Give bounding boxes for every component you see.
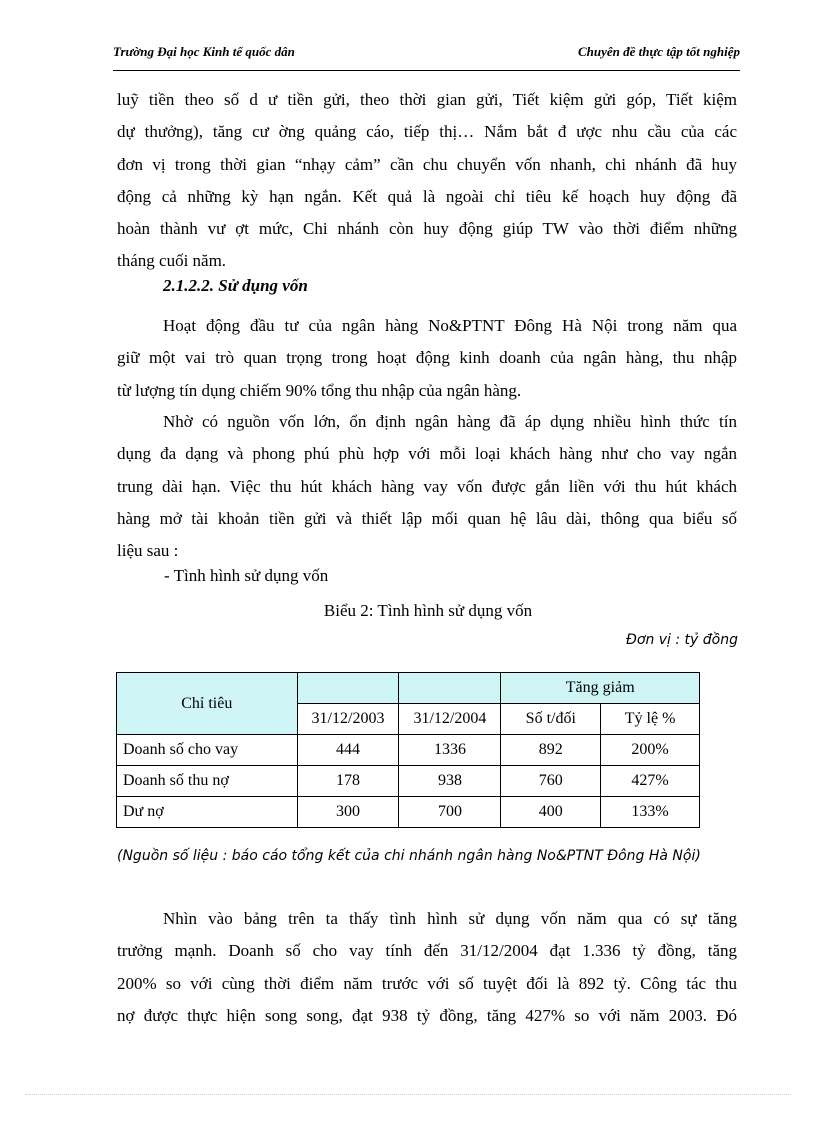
text-line: trung dài hạn. Việc thu hút khách hàng vay vốn được gắn liền với thu hút khách	[117, 476, 737, 496]
header-change: Tăng giảm	[501, 673, 700, 704]
header-document-type: Chuyên đề thực tập tốt nghiệp	[578, 44, 740, 59]
text-line: hoàn thành vư ợt mức, Chi nhánh còn huy động giúp TW vào thời điểm những	[117, 219, 737, 239]
text-line: luỹ tiền theo số d ư tiền gửi, theo thời gian gửi, Tiết kiệm gửi góp, Tiết kiệm	[117, 90, 737, 109]
text-line: động cả những kỳ hạn ngắn. Kết quả là ngoài chỉ tiêu kế hoạch huy động đã	[117, 186, 737, 206]
cell-2004: 700	[399, 797, 501, 828]
table-row	[117, 797, 700, 828]
header-empty	[297, 673, 399, 704]
text-line: hàng mở tài khoản tiền gửi và thiết lập mối quan hệ lâu dài, thông qua biểu số	[117, 508, 737, 528]
text-line: từ lượng tín dụng chiếm 90% tổng thu nhập của ngân hàng.	[117, 380, 522, 400]
paragraph-credit-forms	[117, 406, 737, 567]
footer-divider	[25, 1094, 791, 1095]
row-label: Doanh số thu nợ	[117, 766, 298, 797]
text-line: liệu sau :	[117, 541, 179, 561]
text-line: Hoạt động đầu tư của ngân hàng No&PTNT Đông Hà Nội trong năm qua	[163, 316, 737, 335]
table-row	[117, 766, 700, 797]
text-line: nợ được thực hiện song song, đạt 938 tỷ đồng, tăng 427% so với năm 2003. Đó	[117, 1005, 737, 1025]
header-absolute: Số t/đối	[501, 704, 601, 735]
cell-2004: 938	[399, 766, 501, 797]
capital-usage-table	[116, 672, 700, 828]
cell-absolute: 892	[501, 735, 601, 766]
text-line: dự thưởng), tăng cư ờng quảng cáo, tiếp thị… Nắm bắt đ ược nhu cầu của các	[117, 122, 737, 142]
cell-absolute: 400	[501, 797, 601, 828]
header-year-2003: 31/12/2003	[297, 704, 399, 735]
text-line: 200% so với cùng thời điểm năm trước với số tuyệt đối là 892 tỷ. Công tác thu	[117, 973, 737, 993]
table-caption: Biểu 2: Tình hình sử dụng vốn	[323, 601, 533, 620]
unit-label: Đơn vị : tỷ đồng	[626, 632, 738, 648]
text-line: Nhờ có nguồn vốn lớn, ổn định ngân hàng đã áp dụng nhiều hình thức tín	[163, 412, 737, 431]
cell-percent: 427%	[601, 766, 700, 797]
paragraph-investment	[117, 310, 737, 407]
text-line: giữ một vai trò quan trọng trong hoạt động kinh doanh của ngân hàng, thu nhập	[117, 348, 737, 368]
header-empty	[399, 673, 501, 704]
header-year-2004: 31/12/2004	[399, 704, 501, 735]
header-institution: Trường Đại học Kinh tế quốc dân	[113, 44, 295, 59]
table-row	[117, 735, 700, 766]
text-line: Nhìn vào bảng trên ta thấy tình hình sử dụng vốn năm qua có sự tăng	[163, 909, 737, 928]
data-source-note: (Nguồn số liệu : báo cáo tổng kết của chi nhánh ngân hàng No&PTNT Đông Hà Nội)	[117, 848, 701, 864]
cell-2004: 1336	[399, 735, 501, 766]
text-line: dụng đa dạng và phong phú phù hợp với mỗi loại khách hàng như cho vay ngắn	[117, 444, 737, 464]
header-percent: Tỷ lệ %	[601, 704, 700, 735]
cell-percent: 133%	[601, 797, 700, 828]
cell-2003: 178	[297, 766, 399, 797]
page-header	[113, 40, 740, 71]
cell-2003: 300	[297, 797, 399, 828]
paragraph-analysis	[117, 903, 737, 1032]
header-indicator: Chỉ tiêu	[117, 673, 298, 735]
section-heading: 2.1.2.2. Sử dụng vốn	[163, 276, 308, 295]
paragraph-capital-mobilization	[117, 84, 737, 278]
table-header-row	[117, 673, 700, 704]
text-line: tháng cuối năm.	[117, 251, 227, 271]
row-label: Dư nợ	[117, 797, 298, 828]
row-label: Doanh số cho vay	[117, 735, 298, 766]
cell-percent: 200%	[601, 735, 700, 766]
bullet-item: - Tình hình sử dụng vốn	[164, 566, 329, 585]
text-line: đơn vị trong thời gian “nhạy cảm” cần chu chuyển vốn nhanh, chi nhánh đã huy	[117, 154, 737, 174]
cell-2003: 444	[297, 735, 399, 766]
text-line: trưởng mạnh. Doanh số cho vay tính đến 31/12/2004 đạt 1.336 tỷ đồng, tăng	[117, 941, 737, 961]
cell-absolute: 760	[501, 766, 601, 797]
